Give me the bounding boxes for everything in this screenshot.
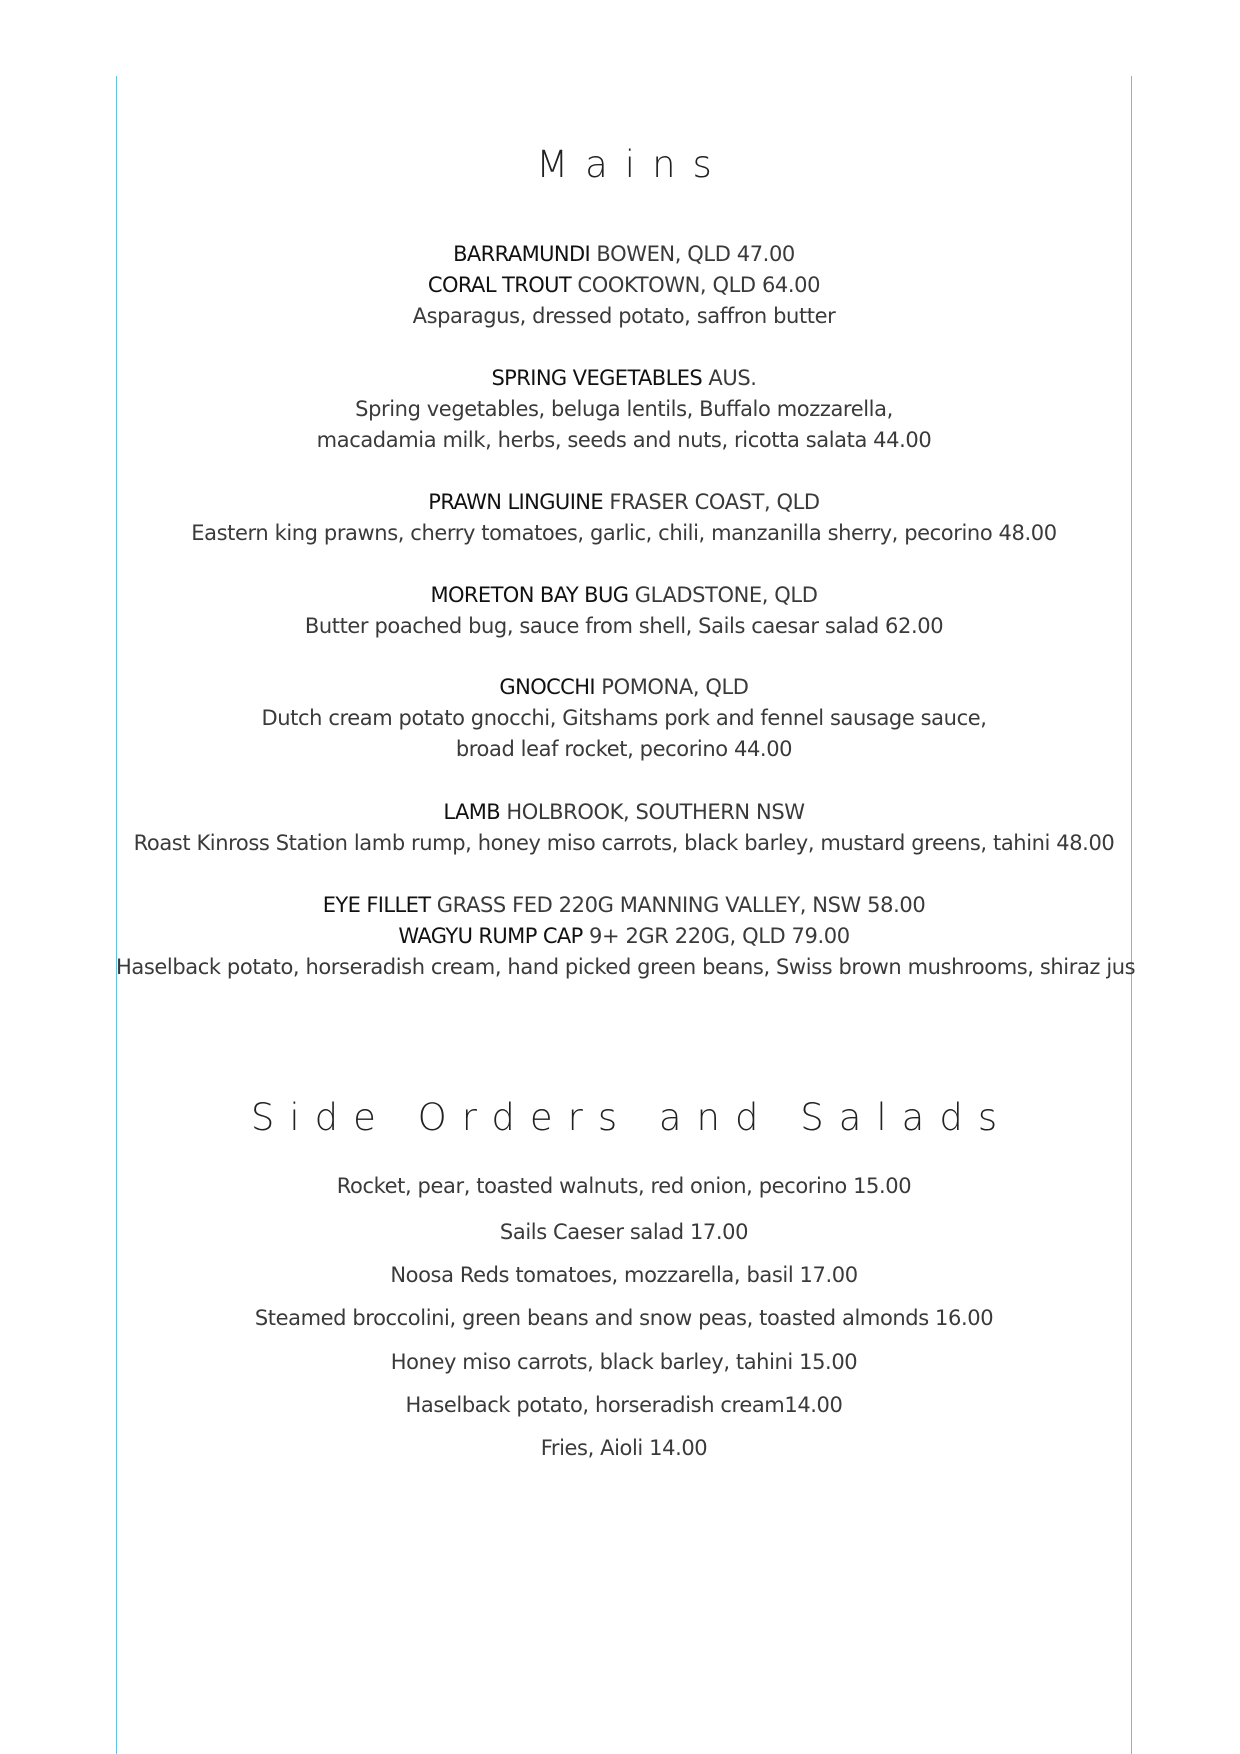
dish-name: EYE FILLET xyxy=(322,893,431,917)
menu-item-line xyxy=(116,580,1132,611)
mains-heading: Mains xyxy=(536,143,729,186)
side-item: Rocket, pear, toasted walnuts, red onion, pecorino 15.00 xyxy=(336,1174,912,1198)
dish-name: LAMB xyxy=(443,800,501,824)
dish-description: Dutch cream potato gnocchi, Gitshams pork and fennel sausage sauce, xyxy=(261,706,987,730)
menu-item-line xyxy=(116,921,1132,952)
menu-item-prawn-linguine xyxy=(116,487,1132,549)
menu-item-line xyxy=(116,890,1132,921)
side-item: Noosa Reds tomatoes, mozzarella, basil 17.00 xyxy=(390,1263,858,1287)
dish-description: macadamia milk, herbs, seeds and nuts, ricotta salata 44.00 xyxy=(316,428,932,452)
dish-name: GNOCCHI xyxy=(499,675,596,699)
dish-description: Butter poached bug, sauce from shell, Sails caesar salad 62.00 xyxy=(304,614,944,638)
dish-detail: COOKTOWN, QLD 64.00 xyxy=(571,273,821,297)
dish-description: Roast Kinross Station lamb rump, honey miso carrots, black barley, mustard greens, tahini 48.00 xyxy=(133,831,1115,855)
dish-name: SPRING VEGETABLES xyxy=(491,366,703,390)
side-item: Fries, Aioli 14.00 xyxy=(540,1436,708,1460)
side-orders-heading: Side Orders and Salads xyxy=(250,1096,1013,1139)
menu-item-line xyxy=(116,672,1132,703)
dish-detail: POMONA, QLD xyxy=(595,675,749,699)
dish-description: broad leaf rocket, pecorino 44.00 xyxy=(455,737,793,761)
menu-item-gnocchi xyxy=(116,672,1132,765)
dish-detail: FRASER COAST, QLD xyxy=(603,490,820,514)
menu-item-moreton-bay-bug xyxy=(116,580,1132,642)
dish-description: Asparagus, dressed potato, saffron butter xyxy=(412,304,836,328)
menu-item-line xyxy=(116,239,1132,270)
menu-item-eye-fillet-wagyu xyxy=(116,890,1136,983)
dish-name: MORETON BAY BUG xyxy=(430,583,629,607)
menu-item-spring-vegetables xyxy=(116,363,1132,456)
side-item: Steamed broccolini, green beans and snow peas, toasted almonds 16.00 xyxy=(254,1306,994,1330)
dish-description: Haselback potato, horseradish cream, hand picked green beans, Swiss brown mushrooms, shiraz jus xyxy=(116,955,1136,979)
dish-description: Eastern king prawns, cherry tomatoes, garlic, chili, manzanilla sherry, pecorino 48.00 xyxy=(191,521,1057,545)
dish-name: CORAL TROUT xyxy=(427,273,572,297)
side-item: Sails Caeser salad 17.00 xyxy=(499,1220,749,1244)
dish-detail: GRASS FED 220G MANNING VALLEY, NSW 58.00 xyxy=(430,893,926,917)
dish-name: WAGYU RUMP CAP xyxy=(398,924,583,948)
dish-detail: HOLBROOK, SOUTHERN NSW xyxy=(500,800,805,824)
dish-detail: AUS. xyxy=(702,366,757,390)
side-item: Honey miso carrots, black barley, tahini 15.00 xyxy=(390,1350,858,1374)
dish-description: Spring vegetables, beluga lentils, Buffalo mozzarella, xyxy=(355,397,893,421)
dish-name: PRAWN LINGUINE xyxy=(428,490,604,514)
menu-item-line xyxy=(116,270,1132,301)
side-item: Haselback potato, horseradish cream14.00 xyxy=(405,1393,843,1417)
dish-detail: BOWEN, QLD 47.00 xyxy=(590,242,795,266)
menu-item-line xyxy=(116,487,1132,518)
menu-item-line xyxy=(116,363,1132,394)
dish-detail: GLADSTONE, QLD xyxy=(628,583,818,607)
menu-item-line xyxy=(116,797,1132,828)
menu-item-barramundi-coral-trout xyxy=(116,239,1132,332)
menu-item-lamb xyxy=(116,797,1132,859)
dish-name: BARRAMUNDI xyxy=(453,242,591,266)
dish-detail: 9+ 2GR 220G, QLD 79.00 xyxy=(582,924,850,948)
